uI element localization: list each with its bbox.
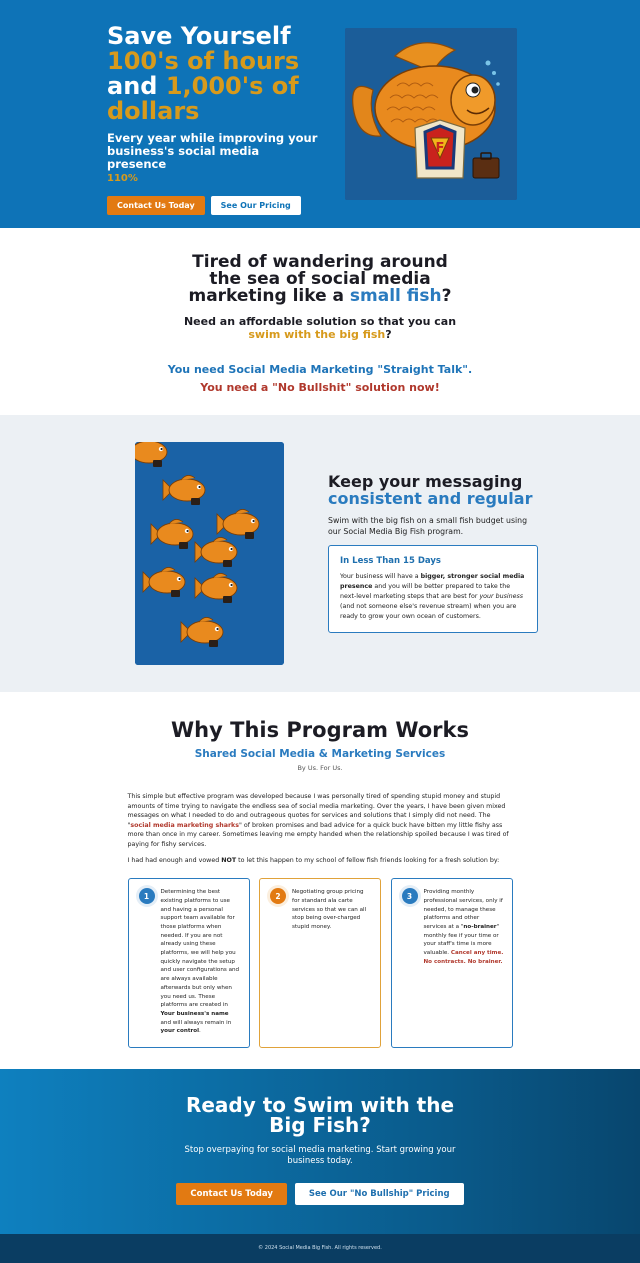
program-card-3 bbox=[391, 878, 513, 1048]
hero-heading bbox=[107, 24, 322, 124]
program-cards bbox=[128, 878, 513, 1048]
superhero-goldfish-icon bbox=[345, 28, 517, 200]
svg-text:F: F bbox=[435, 141, 445, 156]
footer bbox=[0, 1234, 640, 1263]
intro-question bbox=[175, 315, 465, 341]
step-number-badge: 3 bbox=[402, 888, 418, 904]
card-text: Determining the best existing platforms to use and having a personal support team available for those platforms when needed. If you are not already using these platforms, we will help you quickly navigate the setup and user configurations and are always available afterwards but only when you need us. These platforms are created in bbox=[160, 889, 240, 1009]
program-paragraph-2 bbox=[128, 856, 513, 866]
cta-pricing-button[interactable]: See Our "No Bullship" Pricing bbox=[295, 1183, 464, 1205]
cta-heading: Ready to Swim with the Big Fish? bbox=[185, 1093, 455, 1137]
program-body bbox=[128, 792, 513, 865]
card-bold: your control bbox=[160, 1028, 200, 1035]
intro-question-end: ? bbox=[385, 328, 392, 341]
program-card-text bbox=[424, 888, 504, 1041]
intro-heading-highlight: small fish bbox=[349, 286, 442, 306]
card-text: and will always remain in bbox=[160, 1019, 232, 1026]
hero-line-4: dollars bbox=[107, 97, 200, 125]
hero-line-1: Save Yourself bbox=[107, 22, 291, 50]
para1-text: " of broken promises and bad advice for a quick buck have bitten my little fishy ass more than once in my career. Sometimes leaving me empty handed when the relationship spoiled because I was tired of paying for fishy services. bbox=[127, 821, 509, 848]
para1-highlight: social media marketing sharks bbox=[130, 821, 239, 829]
fifteen-days-card-title: In Less Than 15 Days bbox=[340, 556, 441, 566]
program-heading: Why This Program Works bbox=[171, 718, 469, 742]
intro-section bbox=[0, 228, 640, 415]
card-bold: no-brainer bbox=[463, 923, 497, 930]
hero-line-3-and: and bbox=[107, 72, 166, 100]
hero-subtitle: Every year while improving your business's social media presence bbox=[107, 131, 318, 171]
cta-buttons bbox=[0, 1183, 640, 1205]
intro-heading-text: Tired of wandering around the sea of social media marketing like a bbox=[188, 252, 448, 306]
card-text: . bbox=[199, 1028, 201, 1035]
school-of-goldfish-icon bbox=[135, 442, 284, 665]
hero-line-3-gold: 1,000's of bbox=[165, 72, 299, 100]
intro-need-straight-talk: You need Social Media Marketing "Straight Talk". bbox=[167, 363, 473, 376]
hero-buttons bbox=[107, 196, 322, 215]
program-card-2 bbox=[259, 878, 381, 1048]
card-red-text: Cancel any time. No contracts. No brainer. bbox=[423, 950, 504, 965]
hero-percent: 110% bbox=[107, 173, 138, 184]
messaging-paragraph: Swim with the big fish on a small fish budget using our Social Media Big Fish program. bbox=[328, 516, 528, 536]
para2-text: to let this happen to my school of fellow fish friends looking for a fresh solution by: bbox=[236, 856, 500, 864]
program-subheading: Shared Social Media & Marketing Services bbox=[194, 748, 446, 760]
intro-heading-end: ? bbox=[441, 286, 452, 306]
program-card-text bbox=[161, 888, 241, 1041]
card-text-part: Your business will have a bbox=[340, 573, 421, 580]
step-number-badge: 2 bbox=[270, 888, 286, 904]
intro-question-text: Need an affordable solution so that you can bbox=[183, 315, 457, 328]
footer-copyright: © 2024 Social Media Big Fish. All rights reserved. bbox=[258, 1245, 382, 1251]
para1-text: This simple but effective program was developed because I was personally tired of spending stupid money and stupid amounts of time trying to navigate the endless sea of social media marketing. Over the years, I have been given mixed messages on what I needed to do and outrageous quotes for services and solutions that I simply did not need. The " bbox=[127, 793, 506, 829]
card-text-italic: your business bbox=[479, 593, 524, 600]
hero-pricing-button[interactable]: See Our Pricing bbox=[211, 196, 301, 215]
para2-bold: NOT bbox=[221, 856, 237, 864]
para2-text: I had had enough and vowed bbox=[127, 856, 222, 864]
cta-section bbox=[0, 1069, 640, 1234]
fifteen-days-card bbox=[328, 545, 538, 633]
card-text-part: (and not someone else's revenue stream) when you are ready to grow your own ocean of customers. bbox=[340, 603, 517, 620]
messaging-text bbox=[328, 473, 538, 633]
hero-section bbox=[0, 0, 640, 228]
program-card-text bbox=[292, 888, 372, 1041]
step-number-badge: 1 bbox=[139, 888, 155, 904]
fifteen-days-card-text bbox=[340, 572, 526, 622]
messaging-heading bbox=[328, 473, 538, 507]
card-text: Providing monthly professional services, only if needed, to manage these platforms and other services at a " bbox=[423, 889, 503, 930]
program-card-1 bbox=[128, 878, 250, 1048]
intro-question-highlight: swim with the big fish bbox=[248, 328, 386, 341]
card-text-part: and you will be better prepared to take the next-level marketing steps that are best for bbox=[340, 583, 511, 600]
messaging-section bbox=[0, 415, 640, 692]
program-by-line: By Us. For Us. bbox=[297, 764, 343, 772]
program-paragraph-1 bbox=[128, 792, 513, 850]
intro-need-no-bullshit: You need a "No Bullshit" solution now! bbox=[200, 381, 440, 394]
hero-line-2: 100's of hours bbox=[107, 47, 300, 75]
intro-heading bbox=[175, 254, 465, 305]
card-text: Negotiating group pricing for standard ala carte services so that we can all stop being over-charged stupid money. bbox=[292, 889, 367, 930]
hero-text bbox=[107, 24, 322, 215]
messaging-heading-line-1: Keep your messaging bbox=[328, 472, 523, 491]
card-text-bold: bigger, stronger social media presence bbox=[340, 573, 525, 590]
card-bold: Your business's name bbox=[160, 1011, 229, 1017]
messaging-heading-line-2: consistent and regular bbox=[328, 489, 533, 508]
program-section bbox=[0, 692, 640, 1069]
cta-contact-button[interactable]: Contact Us Today bbox=[176, 1183, 287, 1205]
hero-contact-button[interactable]: Contact Us Today bbox=[107, 196, 205, 215]
cta-text: Stop overpaying for social media marketing. Start growing your business today. bbox=[184, 1145, 456, 1166]
card-text: " monthly fee if your time or your staff's time is more valuable. bbox=[423, 923, 500, 957]
